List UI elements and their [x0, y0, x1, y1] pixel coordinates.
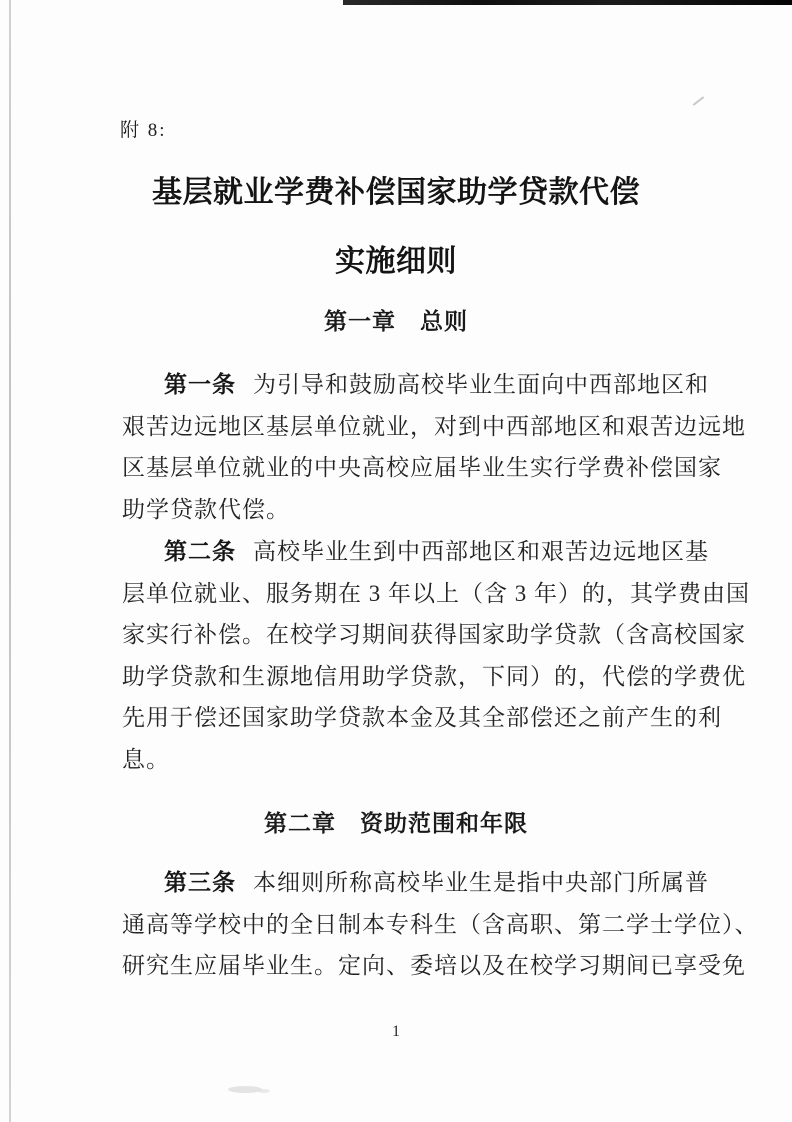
scan-smudge-artifact [228, 1086, 262, 1093]
article-2-line-3: 家实行补偿。在校学习期间获得国家助学贷款（含高校国家 [122, 622, 746, 648]
scan-speck-artifact [693, 96, 704, 106]
chapter-1-heading: 第一章 总则 [324, 308, 468, 334]
scanner-shadow-strip [343, 0, 792, 5]
article-1-line-3: 区基层单位就业的中央高校应届毕业生实行学费补偿国家 [122, 455, 722, 481]
article-2-line-1 [122, 531, 726, 573]
article-2-number: 第二条 [164, 538, 236, 564]
article-3 [122, 862, 759, 987]
attachment-label: 附 8: [120, 120, 167, 141]
scan-smudge-artifact [258, 1089, 270, 1093]
article-1-line-4: 助学贷款代偿。 [122, 496, 290, 522]
article-3-line-1 [122, 862, 726, 904]
article-2-line-2: 层单位就业、服务期在 3 年以上（含 3 年）的，其学费由国 [122, 580, 750, 606]
article-1-text: 为引导和鼓励高校毕业生面向中西部地区和 [253, 372, 709, 397]
chapter-2-heading: 第二章 资助范围和年限 [264, 810, 528, 836]
page-number: 1 [392, 1023, 400, 1040]
article-2 [122, 531, 750, 781]
article-2-line-6: 息。 [122, 746, 170, 772]
article-3-text: 本细则所称高校毕业生是指中央部门所属普 [253, 870, 709, 895]
article-3-line-3: 研究生应届毕业生。定向、委培以及在校学习期间已享受免 [122, 953, 746, 979]
article-3-number: 第三条 [164, 869, 236, 895]
document-title-line1: 基层就业学费补偿国家助学贷款代偿 [152, 176, 640, 209]
article-2-text: 高校毕业生到中西部地区和艰苦边远地区基 [253, 539, 709, 564]
article-3-line-2: 通高等学校中的全日制本专科生（含高职、第二学士学位）、 [122, 911, 759, 937]
article-1-number: 第一条 [164, 371, 236, 397]
article-2-line-4: 助学贷款和生源地信用助学贷款，下同）的，代偿的学费优 [122, 663, 746, 689]
scan-edge-artifact [9, 0, 11, 1122]
article-1-line-2: 艰苦边远地区基层单位就业，对到中西部地区和艰苦边远地 [122, 413, 746, 439]
article-2-line-5: 先用于偿还国家助学贷款本金及其全部偿还之前产生的利 [122, 705, 722, 731]
article-1-line-1 [122, 364, 726, 406]
document-title-line2: 实施细则 [335, 245, 457, 278]
article-1 [122, 364, 746, 530]
